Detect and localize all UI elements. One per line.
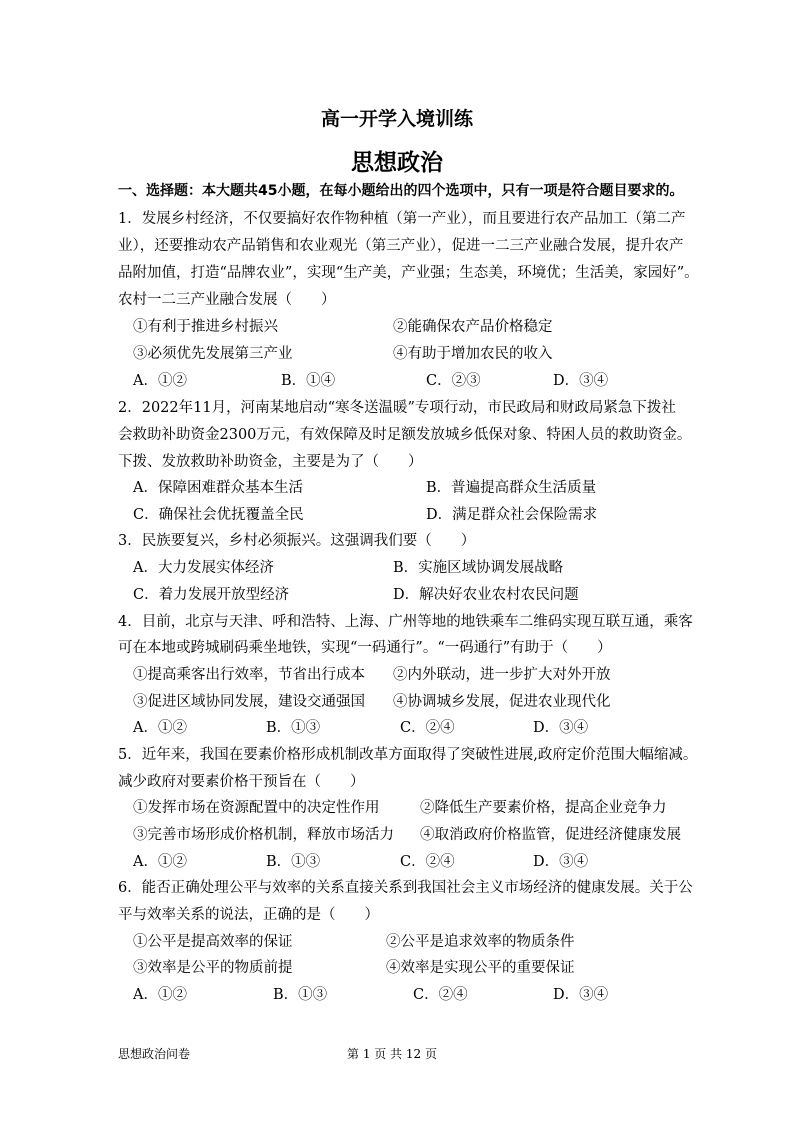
statement: ④取消政府价格监管，促进经济健康发展 [420, 827, 681, 843]
option: C．②④ [413, 987, 468, 1003]
question-stem-line: 平与效率关系的说法，正确的是（ ） [118, 907, 379, 923]
option: A．大力发展实体经济 [133, 560, 274, 576]
footer-left: 思想政治问卷 [118, 1047, 191, 1061]
option: B．①③ [273, 987, 328, 1003]
question-stem-line: 品附加值，打造“品牌农业”，实现“生产美，产业强；生态美，环境优；生活美，家园好”。 [118, 265, 699, 281]
question-stem-line: 5．近年来，我国在要素价格形成机制改革方面取得了突破性进展,政府定价范围大幅缩减。 [118, 747, 698, 763]
question-stem-line: 农村一二三产业融合发展（ ） [118, 292, 336, 308]
option: C．着力发展开放型经济 [133, 587, 290, 603]
question-stem-line: 4．目前，北京与天津、呼和浩特、上海、广州等地的地铁乘车二维码实现互联互通，乘客 [118, 614, 693, 630]
statement: ②能确保农产品价格稳定 [393, 319, 553, 335]
question-stem-line: 2．2022年11月，河南某地启动“寒冬送温暖”专项行动，市民政局和财政局紧急下拨社 [118, 400, 676, 416]
option: D．解决好农业农村农民问题 [393, 587, 579, 603]
question-stem-line: 下拨、发放救助补助资金，主要是为了（ ） [118, 454, 423, 470]
option: A．①② [133, 720, 187, 736]
statement: ④协调城乡发展，促进农业现代化 [393, 694, 611, 710]
statement: ①发挥市场在资源配置中的决定性作用 [133, 800, 380, 816]
option: D．③④ [553, 987, 609, 1003]
option: A．①② [133, 987, 187, 1003]
statement: ③效率是公平的物质前提 [133, 960, 293, 976]
exam-title: 高一开学入境训练 [320, 108, 473, 130]
question-stem-line: 业），还要推动农产品销售和农业观光（第三产业），促进一二三产业融合发展，提升农产 [118, 238, 684, 254]
option: D．③④ [553, 373, 609, 389]
statement: ②内外联动，进一步扩大对外开放 [393, 667, 611, 683]
statement: ④有助于增加农民的收入 [393, 346, 553, 362]
question-stem-line: 可在本地或跨城刷码乘坐地铁，实现“一码通行”。“一码通行”有助于（ ） [118, 640, 612, 656]
option: C．确保社会优抚覆盖全民 [133, 507, 304, 523]
statement: ②公平是追求效率的物质条件 [386, 934, 575, 950]
statement: ③完善市场形成价格机制，释放市场活力 [133, 827, 394, 843]
statement: ①提高乘客出行效率，节省出行成本 [133, 667, 365, 683]
option: A．①② [133, 854, 187, 870]
option: B．①③ [266, 854, 321, 870]
question-stem-line: 6．能否正确处理公平与效率的关系直接关系到我国社会主义市场经济的健康发展。关于公 [118, 880, 693, 896]
section-heading: 一、选择题：本大题共45小题，在每小题给出的四个选项中，只有一项是符合题目要求的。 [118, 183, 684, 199]
option: A．保障困难群众基本生活 [133, 480, 303, 496]
statement: ③促进区域协同发展，建设交通强国 [133, 694, 365, 710]
option: D．满足群众社会保险需求 [426, 507, 598, 523]
option: D．③④ [533, 720, 589, 736]
statement: ①有利于推进乡村振兴 [133, 319, 278, 335]
subject-title: 思想政治 [351, 149, 443, 176]
question-stem-line: 会救助补助资金2300万元，有效保障及时足额发放城乡低保对象、特困人员的救助资金。 [118, 427, 692, 443]
question-stem-line: 3．民族要复兴，乡村必须振兴。这强调我们要（ ） [118, 533, 476, 549]
statement: ④效率是实现公平的重要保证 [386, 960, 575, 976]
option: A．①② [133, 373, 187, 389]
option: B．实施区域协调发展战略 [393, 560, 564, 576]
page-number: 第 1 页 共 12 页 [347, 1047, 437, 1061]
option: C．②③ [426, 373, 481, 389]
option: D．③④ [533, 854, 589, 870]
option: B．普遍提高群众生活质量 [426, 480, 597, 496]
question-stem-line: 减少政府对要素价格干预旨在（ ） [118, 774, 365, 790]
option: C．②④ [400, 720, 455, 736]
question-stem-line: 1．发展乡村经济，不仅要搞好农作物种植（第一产业），而且要进行农产品加工（第二产 [118, 211, 686, 227]
statement: ①公平是提高效率的保证 [133, 934, 293, 950]
statement: ③必须优先发展第三产业 [133, 346, 293, 362]
option: C．②④ [400, 854, 455, 870]
statement: ②降低生产要素价格，提高企业竞争力 [420, 800, 667, 816]
option: B．①③ [266, 720, 321, 736]
option: B．①④ [281, 373, 336, 389]
